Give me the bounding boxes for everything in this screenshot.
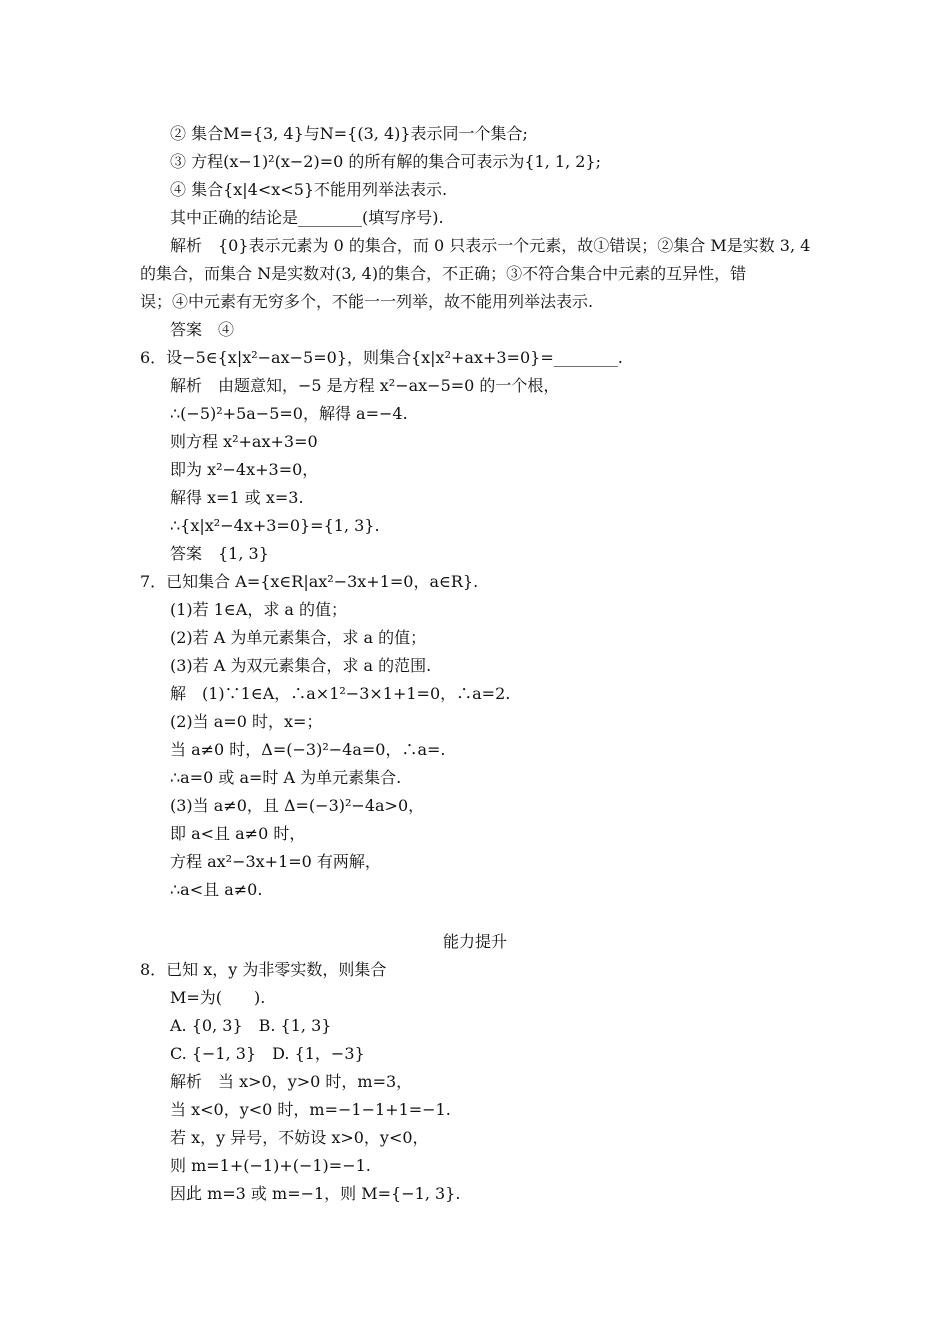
solution-line: 即为 x²−4x+3=0， bbox=[170, 460, 319, 479]
solution-line: 则 m=1+(−1)+(−1)=−1. bbox=[170, 1156, 371, 1175]
solution-line: 当 a≠0 时，Δ=(−3)²−4a=0，∴a=. bbox=[170, 740, 446, 759]
solution-line: 即 a<且 a≠0 时， bbox=[170, 824, 306, 843]
question-8: 8．已知 x，y 为非零实数，则集合 bbox=[140, 960, 387, 979]
question-6: 6．设−5∈{x|x²−ax−5=0}，则集合{x|x²+ax+3=0}=________. bbox=[140, 348, 623, 367]
analysis-line: 解析 {0}表示元素为 0 的集合，而 0 只表示一个元素，故①错误；②集合 M是实数 3, 4 bbox=[170, 236, 811, 255]
solution-line: 解 (1)∵1∈A，∴a×1²−3×1+1=0，∴a=2. bbox=[170, 684, 511, 703]
solution-line: ∴a<且 a≠0. bbox=[170, 880, 263, 899]
solution-line: 若 x，y 异号，不妨设 x>0，y<0， bbox=[170, 1128, 429, 1147]
subquestion-3: (3)若 A 为双元素集合，求 a 的范围. bbox=[170, 656, 432, 675]
analysis-line: 解析 当 x>0，y>0 时，m=3， bbox=[170, 1072, 413, 1091]
statement-2: ② 集合M={3, 4}与N={(3, 4)}表示同一个集合; bbox=[170, 124, 528, 143]
section-title: 能力提升 bbox=[442, 932, 507, 951]
options-ab: A. {0, 3} B. {1, 3} bbox=[170, 1016, 332, 1035]
subquestion-1: (1)若 1∈A，求 a 的值； bbox=[170, 600, 348, 619]
analysis-line: 误；④中元素有无穷多个，不能一一列举，故不能用列举法表示. bbox=[140, 292, 594, 311]
question-8-set: M=为( ). bbox=[170, 988, 266, 1007]
statement-4: ④ 集合{x|4<x<5}不能用列举法表示. bbox=[170, 180, 448, 199]
solution-line: ∴{x|x²−4x+3=0}={1, 3}. bbox=[170, 516, 380, 535]
solution-line: ∴a=0 或 a=时 A 为单元素集合. bbox=[170, 768, 402, 787]
analysis-line: 解析 由题意知，−5 是方程 x²−ax−5=0 的一个根， bbox=[170, 376, 560, 395]
solution-line: 因此 m=3 或 m=−1，则 M={−1, 3}. bbox=[170, 1184, 461, 1203]
solution-line: (2)当 a=0 时，x=； bbox=[170, 712, 323, 731]
analysis-line: 的集合，而集合 N是实数对(3, 4)的集合，不正确；③不符合集合中元素的互异性，错 bbox=[140, 264, 747, 283]
question-prompt: 其中正确的结论是________(填写序号). bbox=[170, 208, 444, 227]
question-7: 7．已知集合 A={x∈R|ax²−3x+1=0，a∈R}. bbox=[140, 572, 479, 591]
options-cd: C. {−1, 3} D. {1，−3} bbox=[170, 1044, 365, 1063]
solution-line: 方程 ax²−3x+1=0 有两解， bbox=[170, 852, 381, 871]
solution-line: 则方程 x²+ax+3=0 bbox=[170, 432, 318, 451]
solution-line: 解得 x=1 或 x=3. bbox=[170, 488, 304, 507]
solution-line: ∴(−5)²+5a−5=0，解得 a=−4. bbox=[170, 404, 408, 423]
answer-line: 答案 ④ bbox=[170, 320, 235, 339]
subquestion-2: (2)若 A 为单元素集合，求 a 的值； bbox=[170, 628, 427, 647]
statement-3: ③ 方程(x−1)²(x−2)=0 的所有解的集合可表示为{1, 1, 2}; bbox=[170, 152, 601, 171]
answer-line: 答案 {1, 3} bbox=[170, 544, 269, 563]
solution-line: (3)当 a≠0，且 Δ=(−3)²−4a>0， bbox=[170, 796, 425, 815]
solution-line: 当 x<0，y<0 时，m=−1−1+1=−1. bbox=[170, 1100, 451, 1119]
